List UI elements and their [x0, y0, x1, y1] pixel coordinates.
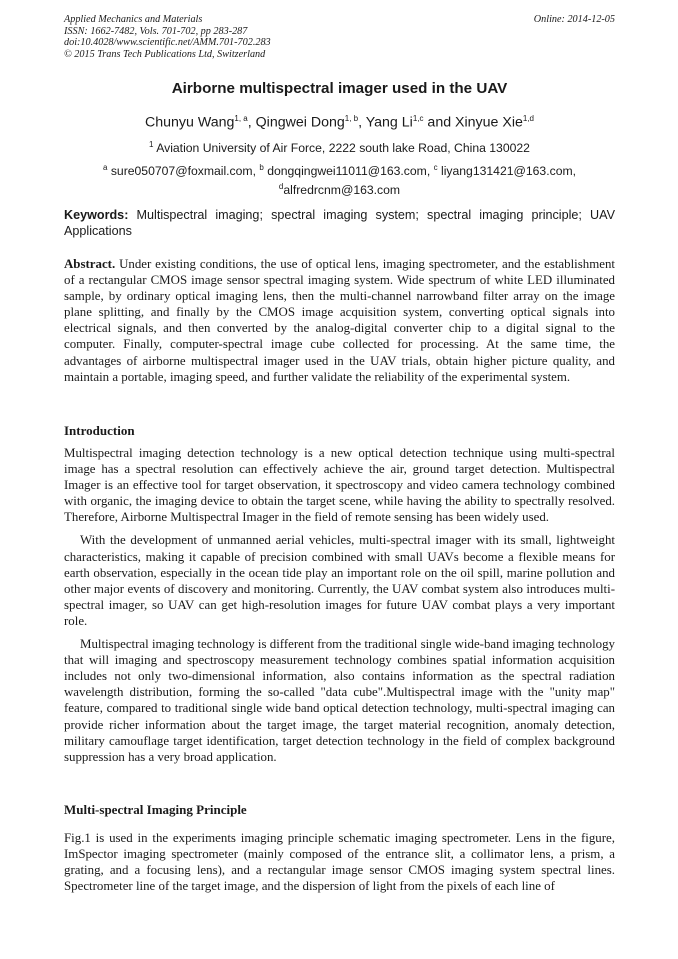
section-heading-principle: Multi-spectral Imaging Principle [64, 802, 247, 817]
journal-issn: ISSN: 1662-7482, Vols. 701-702, pp 283-287 [64, 25, 248, 37]
paper-title: Airborne multispectral imager used in the UAV [171, 80, 508, 97]
journal-header [64, 14, 615, 60]
introduction-body [64, 445, 615, 765]
author-separator: , [247, 114, 256, 131]
author-name: Yang Li [365, 114, 413, 131]
author-sup: 1,d [522, 114, 534, 123]
email-link[interactable]: liyang131421@163.com, [437, 164, 577, 179]
affiliation [64, 140, 615, 155]
author-name: Xinyue Xie [455, 114, 523, 131]
section-heading-introduction: Introduction [64, 423, 135, 438]
journal-copyright: © 2015 Trans Tech Publications Ltd, Switzerland [64, 48, 266, 60]
author-emails [64, 160, 615, 198]
email-sup: c [433, 163, 438, 172]
email-link[interactable]: sure050707@foxmail.com, [107, 164, 260, 179]
email-link[interactable]: dongqingwei11011@163.com, [263, 164, 434, 179]
author-list [64, 114, 615, 131]
paragraph: Fig.1 is used in the experiments imaging principle schematic imaging spectrometer. Lens in the figure, ImSpector imaging spectrometer (mainly composed of the entrance slit, a collimator lens, a prism, a grating, and a focusing lens), and a rectangular image sensor CMOS imaging system spectral lines. Spectrometer line of the target image, and the dispersion of light from the pixels of each line of [64, 831, 615, 894]
abstract-text: Under existing conditions, the use of optical lens, imaging spectrometer, and the establishment of a rectangular CMOS image sensor spectral imaging system. Wide spectrum of white LED illuminated sample, by ordinary optical imaging lens, then the multi-channel narrowband filter array on the image plane splitting, and finally by the CMOS image acquisition system, converting optical signals into electrical signals, and then converted by the analog-digital converter chip to a digital signal to the computer. Finally, computer-spectral image cube collected for processing. At the same time, the advantages of airborne multispectral imager used in the UAV trials, obtain higher picture quality, and maintain a portable, imaging speed, and further validate the reliability of the experimental system. [64, 257, 615, 384]
abstract-label: Abstract. [64, 257, 116, 271]
author-name: Qingwei Dong [255, 114, 345, 131]
email-link[interactable]: alfredrcnm@163.com [283, 183, 401, 198]
author-sup: 1, a [234, 114, 248, 123]
online-date: Online: 2014-12-05 [533, 14, 615, 25]
journal-doi[interactable]: doi:10.4028/www.scientific.net/AMM.701-702.283 [64, 37, 271, 49]
author-name: Chunyu Wang [145, 114, 235, 131]
author-sup: 1,c [412, 114, 424, 123]
author-separator: , [358, 114, 366, 131]
keywords [64, 208, 615, 240]
email-sup: d [278, 182, 284, 192]
email-sup: a [102, 163, 108, 172]
paragraph: Multispectral imaging technology is different from the traditional single wide-band imaging technology that will imaging and spectroscopy measurement technology combines spatial information acquisition includes not only two-dimensional information, also contains information as the spectral radiation wavelength distribution, forming the so-called "data cube".Multispectral image with the "unity map" feature, compared to traditional single wide band optical detection technology, multi-spectral imaging can provide richer information about the target image, the target material recognition, anomaly detection, military camouflage target identification, target detection technology in the field of complex background suppression has a very broad application. [64, 637, 615, 764]
affiliation-text: Aviation University of Air Force, 2222 south lake Road, China 130022 [153, 141, 530, 156]
abstract [64, 256, 615, 385]
affiliation-sup: 1 [149, 140, 154, 149]
author-separator: and [423, 114, 456, 131]
author-sup: 1, b [344, 114, 359, 123]
keywords-text: Multispectral imaging; spectral imaging system; spectral imaging principle; UAV Applications [64, 208, 615, 238]
principle-body [64, 830, 615, 894]
journal-name: Applied Mechanics and Materials [64, 14, 203, 25]
paragraph: With the development of unmanned aerial vehicles, multi-spectral imager with its small, lightweight characteristics, making it capable of precision combined with small UAVs become a flexible means for earth observation, especially in the ocean tide play an important role on the oil spill, marine pollution and other major events of discovery and monitoring. Currently, the UAV combat system also introduces multi-spectral imager, so UAV can get high-resolution images for future UAV combat plays a very important role. [64, 533, 615, 628]
paragraph: Multispectral imaging detection technology is a new optical detection technique using multi-spectral image has a spectral resolution can effectively achieve the air, ground target detection. Multispectral Imager is an effective tool for target observation, it spectroscopy and video camera technology combined with organic, the imaging device to obtain the target scene, while having the ability to spectrally resolved. Therefore, Airborne Multispectral Imager in the field of remote sensing has been widely used. [64, 446, 615, 525]
email-sup: b [259, 163, 264, 172]
journal-info [64, 14, 615, 60]
keywords-label: Keywords: [64, 208, 129, 222]
